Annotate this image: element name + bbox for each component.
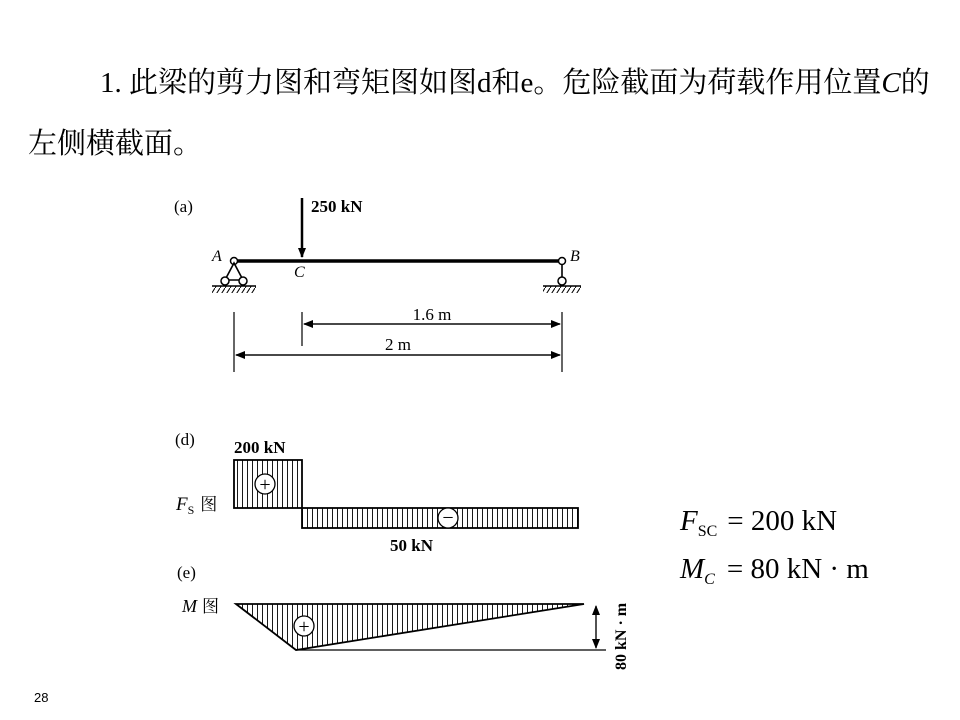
result-moment-value: = 80 kN · m	[726, 553, 869, 585]
statement-and: 和	[491, 65, 521, 99]
bending-moment-diagram	[177, 563, 630, 670]
moment-plus-sign: +	[298, 616, 310, 638]
support-a-label: A	[212, 248, 222, 265]
point-c-label: C	[294, 264, 305, 281]
shear-axis-sub: S	[187, 503, 195, 517]
result-shear-sub: SC	[697, 523, 718, 540]
shear-negative-value: 50 kN	[390, 536, 433, 555]
moment-axis-m: M	[182, 596, 197, 616]
shear-plus-sign: +	[259, 474, 271, 496]
statement-part-1: 此梁的剪力图和弯矩图如图	[129, 65, 478, 99]
statement-part-3: 的左侧横截面。	[28, 65, 930, 160]
result-shear	[679, 505, 837, 540]
shear-axis-label	[175, 494, 217, 517]
result-moment-symbol: M	[680, 553, 705, 585]
shear-positive-value: 200 kN	[234, 438, 286, 457]
item-number: 1.	[100, 67, 129, 99]
shear-axis-f: F	[176, 494, 188, 515]
figure-ref-d: d	[477, 67, 492, 99]
load-label: 250 kN	[311, 197, 363, 216]
page-number: 28	[34, 690, 49, 705]
result-moment	[679, 553, 869, 588]
moment-max-value: 80 kN · m	[613, 602, 630, 670]
moment-axis-label	[181, 596, 219, 617]
figure-label-e: (e)	[177, 563, 196, 582]
shear-minus-symbol	[438, 507, 458, 529]
figure-label-a: (a)	[174, 197, 193, 216]
dimension-ab-label: 2 m	[385, 335, 411, 354]
result-shear-symbol: F	[680, 505, 698, 537]
beam-figure	[174, 197, 581, 372]
results-block	[679, 505, 869, 588]
shear-axis-suffix: 图	[200, 495, 218, 515]
figure-ref-e: e	[520, 67, 534, 99]
shear-minus-sign: −	[442, 507, 454, 529]
dimension-cb-label: 1.6 m	[412, 305, 452, 324]
support-b-label: B	[570, 248, 580, 265]
statement-part-2: 。危险截面为荷载作用位置	[533, 65, 882, 99]
moment-region	[236, 604, 584, 650]
result-moment-sub: C	[704, 571, 715, 588]
result-shear-value: = 200 kN	[727, 505, 838, 537]
moment-axis-suffix: 图	[202, 597, 219, 617]
shear-force-diagram	[175, 430, 578, 555]
point-c-ref: C	[881, 67, 901, 99]
figure-label-d: (d)	[175, 430, 195, 449]
